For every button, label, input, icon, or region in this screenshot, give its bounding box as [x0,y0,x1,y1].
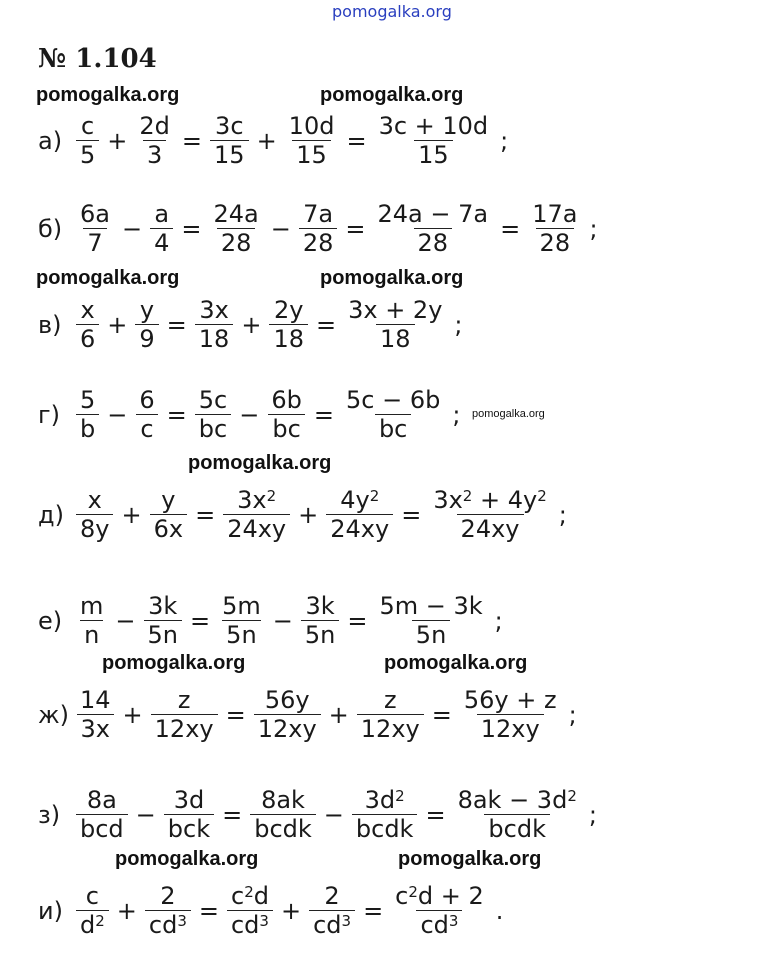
equation [74,686,563,743]
equation [74,296,448,353]
numerator: x [80,296,95,324]
row-label: б) [38,214,63,243]
denominator: 12xy [151,714,218,743]
numerator: z [177,686,191,714]
row-label: ж) [38,700,69,729]
fraction [195,386,231,443]
watermark: pomogalka.org [188,452,332,474]
denominator: 5n [144,620,182,649]
fraction [76,296,99,353]
numerator: 17a [532,200,578,228]
operator: = [347,606,368,635]
row-label: з) [38,800,61,829]
fraction [269,296,308,353]
operator: + [280,896,302,925]
fraction [460,686,561,743]
fraction [250,786,316,843]
denominator: 12xy [254,714,321,743]
fraction [76,882,109,939]
numerator: c [85,882,99,910]
numerator: 14 [80,686,111,714]
denominator: 4 [150,228,173,257]
denominator: 5n [222,620,260,649]
operator: = [345,214,366,243]
fraction [76,686,115,743]
fraction [76,112,99,169]
denominator: 3 [143,140,166,169]
operator: − [107,400,128,429]
denominator: bcdk [484,814,550,843]
equation-row-z [38,786,597,843]
watermark: pomogalka.org [320,267,464,289]
operator: + [107,126,128,155]
numerator: 7a [303,200,334,228]
denominator: $cd^3$ [145,910,191,939]
denominator: $cd^3$ [309,910,355,939]
watermark: pomogalka.org [36,84,180,106]
denominator: 7 [83,228,106,257]
operator: − [270,214,291,243]
fraction [151,686,218,743]
numerator: 24a [213,200,259,228]
numerator: 56y + z [463,686,557,714]
denominator: 9 [135,324,158,353]
numerator: $8ak - 3d^2$ [457,786,577,814]
denominator: b [76,414,99,443]
denominator: 12xy [357,714,424,743]
denominator: 6x [150,514,187,543]
denominator: 18 [376,324,415,353]
numerator: $3x^2 + 4y^2$ [433,486,547,514]
fraction [76,200,114,257]
denominator: $d^2$ [76,910,109,939]
operator: − [121,214,143,243]
fraction [342,386,444,443]
row-label: е) [38,606,63,635]
fraction [223,486,290,543]
operator: − [323,800,344,829]
numerator: 8a [86,786,117,814]
fraction [209,200,262,257]
operator: + [116,896,137,925]
fraction [267,386,306,443]
operator: − [239,400,260,429]
denominator: 3x [77,714,114,743]
operator: = [313,400,334,429]
denominator: n [80,620,103,649]
watermark: pomogalka.org [115,848,259,870]
operator: = [315,310,337,339]
fraction [195,296,234,353]
operator: = [166,310,187,339]
operator: = [198,896,219,925]
operator: = [225,700,246,729]
numerator: y [161,486,176,514]
fraction [454,786,581,843]
fraction [76,592,107,649]
fraction [374,200,493,257]
operator: − [135,800,156,829]
denominator: 8y [76,514,113,543]
numerator: 56y [264,686,310,714]
fraction [76,386,99,443]
row-end: ; [454,310,463,339]
denominator: 28 [217,228,256,257]
numerator: 8ak [261,786,305,814]
row-label: г) [38,400,60,429]
fraction [218,592,265,649]
numerator: 3d [173,786,205,814]
row-label: а) [38,126,63,155]
operator: = [346,126,367,155]
operator: = [500,214,521,243]
denominator: 5 [76,140,99,169]
fraction [299,200,338,257]
fraction [76,786,128,843]
numerator: c [81,112,95,140]
row-end: ; [568,700,577,729]
numerator: 3x + 2y [348,296,443,324]
numerator: $3d^2$ [364,786,405,814]
fraction [135,386,158,443]
equation [74,786,583,843]
row-end: ; [500,126,509,155]
fraction [135,296,158,353]
problem-number: № 1.104 [38,44,157,74]
numerator: a [154,200,170,228]
denominator: 5n [301,620,339,649]
equation-row-i [38,882,503,939]
fraction [528,200,581,257]
numerator: 3c + 10d [378,112,489,140]
equation-row-a [38,112,508,169]
numerator: 2 [160,882,176,910]
denominator: bc [375,414,411,443]
equation [74,486,553,543]
denominator: bc [195,414,231,443]
site-header[interactable]: pomogalka.org [332,2,452,21]
operator: = [166,400,187,429]
numerator: z [383,686,397,714]
numerator: y [139,296,155,324]
denominator: 15 [210,140,249,169]
denominator: 5n [412,620,450,649]
equation-row-g [38,386,460,443]
watermark: pomogalka.org [102,652,246,674]
operator: = [181,126,203,155]
numerator: 5c [198,386,228,414]
fraction [227,882,273,939]
denominator: c [136,414,157,443]
denominator: bc [268,414,304,443]
operator: = [431,700,452,729]
equation [74,592,489,649]
numerator: $4y^2$ [340,486,380,514]
equation [74,200,583,257]
row-end: ; [589,214,598,243]
fraction [144,592,182,649]
fraction [150,200,173,257]
operator: = [222,800,243,829]
numerator: 3k [305,592,335,620]
denominator: bck [164,814,214,843]
numerator: 10d [288,112,335,140]
numerator: 3k [148,592,178,620]
fraction [76,486,113,543]
numerator: $c^2d + 2$ [395,882,484,910]
denominator: 28 [299,228,338,257]
equation-row-d [38,486,567,543]
denominator: 15 [414,140,453,169]
denominator: 12xy [477,714,544,743]
numerator: 5m [222,592,261,620]
operator: + [107,310,128,339]
operator: + [241,310,262,339]
equation-row-zh [38,686,577,743]
fraction [391,882,488,939]
operator: = [189,606,211,635]
watermark: pomogalka.org [36,267,180,289]
row-end: ; [588,800,597,829]
row-end: ; [494,606,503,635]
numerator: 6b [271,386,302,414]
fraction [375,112,493,169]
numerator: x [87,486,102,514]
denominator: 6 [76,324,99,353]
operator: = [401,500,422,529]
denominator: bcdk [250,814,316,843]
equation [74,882,490,939]
denominator: 24xy [326,514,393,543]
fraction [254,686,321,743]
operator: + [328,700,349,729]
denominator: 28 [414,228,453,257]
watermark: pomogalka.org [398,848,542,870]
fraction [429,486,550,543]
fraction [164,786,214,843]
watermark: pomogalka.org [320,84,464,106]
denominator: bcd [76,814,128,843]
row-end: . [495,896,504,925]
denominator: 15 [292,140,331,169]
operator: − [115,606,136,635]
watermark: pomogalka.org [384,652,528,674]
row-label: д) [38,500,64,529]
denominator: 18 [269,324,308,353]
operator: + [122,700,143,729]
denominator: 18 [195,324,234,353]
numerator: 6 [139,386,155,414]
denominator: bcdk [352,814,418,843]
row-end: ; [452,400,461,429]
fraction [150,486,187,543]
numerator: 5 [80,386,96,414]
operator: + [298,500,319,529]
fraction [352,786,418,843]
fraction [145,882,191,939]
numerator: 2y [273,296,304,324]
denominator: 28 [536,228,575,257]
fraction [210,112,249,169]
fraction [357,686,424,743]
equation [74,386,446,443]
fraction [285,112,339,169]
fraction [326,486,393,543]
denominator: 24xy [457,514,524,543]
fraction [135,112,174,169]
fraction [344,296,446,353]
denominator: $cd^3$ [227,910,273,939]
row-end: ; [558,500,567,529]
operator: = [363,896,384,925]
row-label: в) [38,310,62,339]
numerator: $c^2d$ [230,882,269,910]
fraction [309,882,355,939]
operator: + [121,500,142,529]
numerator: 24a − 7a [377,200,489,228]
numerator: $3x^2$ [237,486,277,514]
numerator: 5c − 6b [345,386,441,414]
fraction [301,592,339,649]
fraction [375,592,486,649]
operator: = [425,800,446,829]
operator: − [272,606,293,635]
denominator: 24xy [223,514,290,543]
equation-row-e [38,592,503,649]
numerator: 2 [324,882,340,910]
equation-row-v [38,296,463,353]
numerator: 3x [199,296,229,324]
equation [74,112,494,169]
numerator: 6a [80,200,110,228]
numerator: 3c [215,112,244,140]
denominator: $cd^3$ [416,910,462,939]
equation-row-b [38,200,598,257]
operator: + [256,126,277,155]
operator: = [195,500,216,529]
operator: = [181,214,202,243]
watermark: pomogalka.org [472,408,545,420]
numerator: m [80,592,104,620]
numerator: 2d [139,112,170,140]
numerator: 5m − 3k [379,592,483,620]
row-label: и) [38,896,63,925]
